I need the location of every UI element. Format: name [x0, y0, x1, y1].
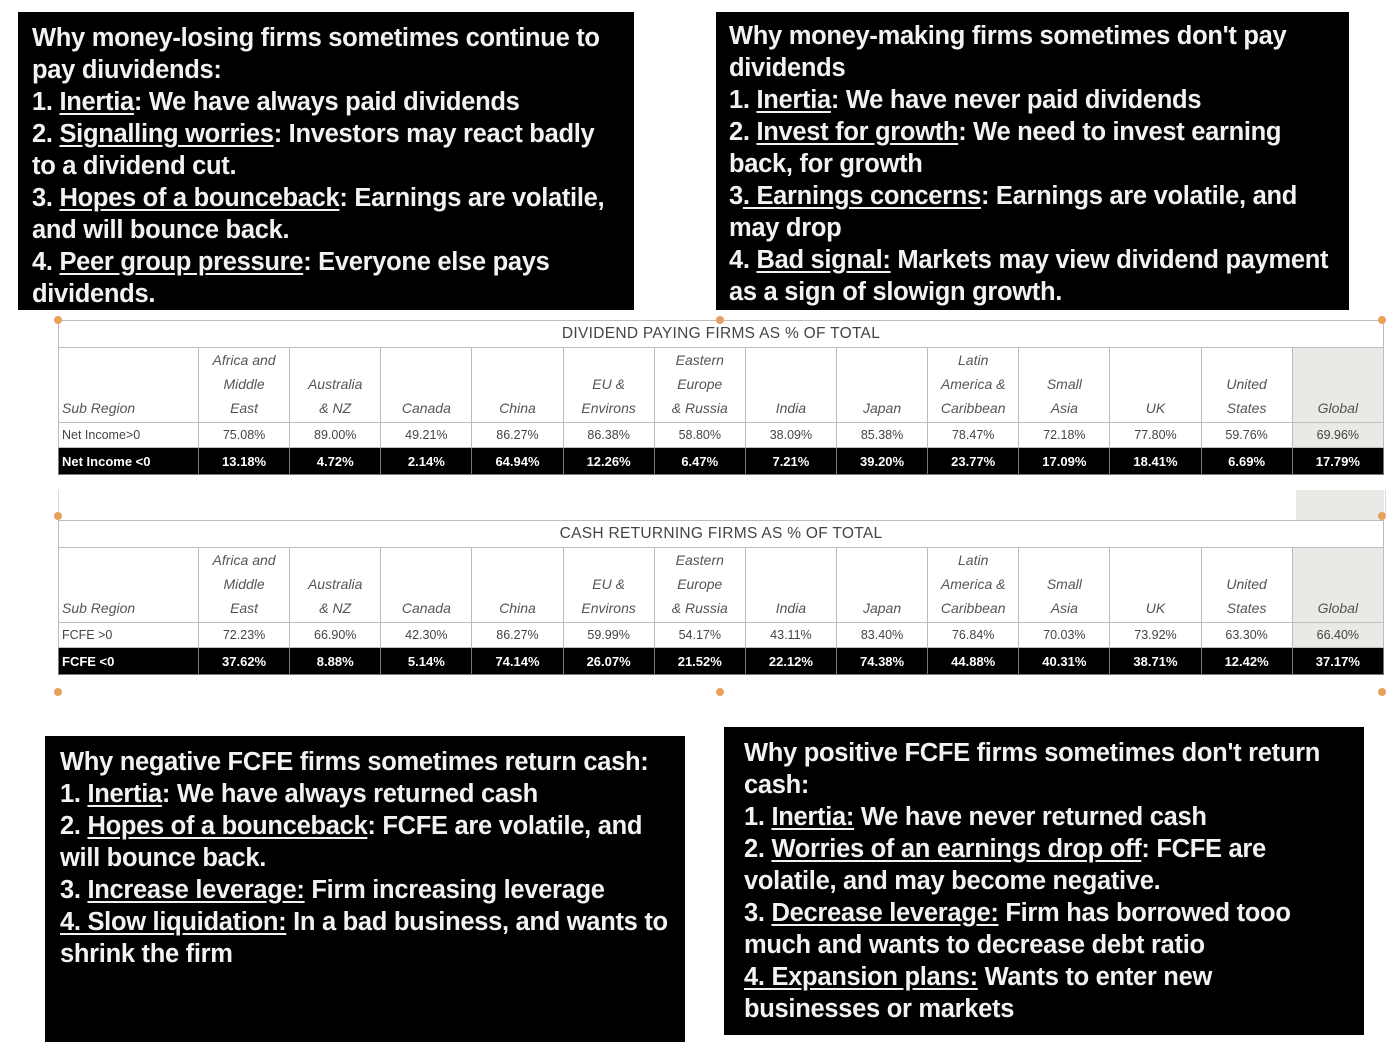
item-term: Bad signal: [756, 246, 891, 274]
table-cell: 23.77% [928, 448, 1019, 475]
column-header [199, 348, 290, 423]
selection-handle [716, 688, 724, 696]
table-caption-row [59, 321, 1384, 348]
column-header [381, 548, 472, 623]
table-cell: 42.30% [381, 623, 472, 648]
row-label: FCFE >0 [59, 623, 199, 648]
selection-handle [54, 512, 62, 520]
cash-returning-table [58, 520, 1384, 675]
item-term: Inertia [87, 780, 162, 808]
item-number: 2. [744, 835, 772, 863]
column-header-line: UK [1145, 600, 1166, 616]
selection-handle [1378, 688, 1386, 696]
column-header-line: Japan [862, 400, 902, 416]
column-header [654, 548, 745, 623]
column-header [563, 348, 654, 423]
table-cell: 8.88% [290, 648, 381, 675]
column-header-line: Canada [401, 600, 451, 616]
table-cell: 85.38% [836, 423, 927, 448]
column-header [1019, 348, 1110, 423]
list-item [60, 778, 673, 810]
table-cell: 5.14% [381, 648, 472, 675]
list-item [729, 244, 1337, 308]
column-header-line: UK [1145, 400, 1166, 416]
column-header-line: America & [940, 376, 1006, 392]
table-cell: 78.47% [928, 423, 1019, 448]
table-caption: CASH RETURNING FIRMS AS % OF TOTAL [59, 521, 1384, 548]
column-header-line: Global [1317, 400, 1359, 416]
item-term: Invest for growth [756, 118, 959, 146]
header-sub-region: Sub Region [59, 348, 199, 423]
item-term: 4. Slow liquidation: [60, 908, 287, 936]
item-term: Worries of an earnings drop off [771, 835, 1142, 863]
table-cell: 76.84% [928, 623, 1019, 648]
item-text: Firm increasing leverage [304, 876, 605, 904]
column-header [836, 348, 927, 423]
table-cell: 73.92% [1110, 623, 1201, 648]
column-header [928, 548, 1019, 623]
table-cell: 86.38% [563, 423, 654, 448]
column-header-line: Canada [401, 400, 451, 416]
table-cell: 64.94% [472, 448, 563, 475]
item-term: Decrease leverage: [771, 899, 999, 927]
item-number: 3. [744, 899, 772, 927]
column-header [1110, 548, 1201, 623]
column-header [563, 548, 654, 623]
column-header [472, 348, 563, 423]
item-text: : Earnings are volatile, and will bounce back. [32, 184, 605, 244]
table-cell: 2.14% [381, 448, 472, 475]
column-header-line: Asia [1050, 400, 1078, 416]
column-header-line: Europe [677, 376, 723, 392]
item-term: Inertia: [771, 803, 855, 831]
item-number: 4. [32, 248, 60, 276]
data-table [58, 520, 1384, 675]
item-number: 3 [729, 182, 743, 210]
table-caption-row [59, 521, 1384, 548]
table-cell: 63.30% [1201, 623, 1292, 648]
table-cell: 89.00% [290, 423, 381, 448]
data-table [58, 320, 1384, 475]
column-header-line: India [775, 600, 807, 616]
column-header-line: Latin [958, 352, 989, 368]
table-cell: 75.08% [199, 423, 290, 448]
column-header [290, 348, 381, 423]
table-cell: 69.96% [1292, 423, 1383, 448]
column-header-line: East [230, 600, 259, 616]
table-cell: 22.12% [745, 648, 836, 675]
column-header-line: Eastern [675, 352, 724, 368]
item-number: 3. [32, 184, 60, 212]
item-number: 3. [60, 876, 88, 904]
column-header-line: Latin [958, 552, 989, 568]
table-cell: 21.52% [654, 648, 745, 675]
list-item [744, 801, 1352, 833]
column-header [1292, 548, 1383, 623]
column-header-line: Middle [223, 576, 265, 592]
table-row [59, 623, 1384, 648]
table-cell: 37.62% [199, 648, 290, 675]
table-header-row [59, 548, 1384, 623]
column-header [745, 548, 836, 623]
box-title: Why money-losing firms sometimes continue to pay diuvidends: [32, 24, 600, 84]
column-header-line: East [230, 400, 259, 416]
item-number: 1. [60, 780, 88, 808]
item-text: : FCFE are volatile, and may become negative. [744, 835, 1266, 895]
table-cell: 74.38% [836, 648, 927, 675]
table-cell: 59.99% [563, 623, 654, 648]
item-term: . Earnings concerns [742, 182, 981, 210]
dividend-paying-table [58, 320, 1384, 475]
table-cell: 6.47% [654, 448, 745, 475]
table-cell: 17.79% [1292, 448, 1383, 475]
table-caption: DIVIDEND PAYING FIRMS AS % OF TOTAL [59, 321, 1384, 348]
item-text: : We have never paid dividends [830, 86, 1202, 114]
item-text: : FCFE are volatile, and will bounce back. [60, 812, 643, 872]
item-text: In a bad business, and wants to shrink the firm [60, 908, 668, 968]
item-number: 4. [729, 246, 757, 274]
column-header-line: & NZ [319, 400, 352, 416]
list-item [60, 874, 673, 906]
column-header-line: Japan [862, 600, 902, 616]
item-term: Inertia [59, 88, 134, 116]
column-header [1110, 348, 1201, 423]
column-header-line: & NZ [319, 600, 352, 616]
column-header-line: Europe [677, 576, 723, 592]
table-cell: 77.80% [1110, 423, 1201, 448]
item-text: We have never returned cash [854, 803, 1207, 831]
column-header [745, 348, 836, 423]
column-header [199, 548, 290, 623]
table-cell: 12.26% [563, 448, 654, 475]
row-label: Net Income <0 [59, 448, 199, 475]
list-item [744, 961, 1352, 1025]
column-header [1019, 548, 1110, 623]
header-sub-region: Sub Region [59, 548, 199, 623]
list-item [60, 810, 673, 874]
table-row [59, 448, 1384, 475]
table-cell: 26.07% [563, 648, 654, 675]
table-cell: 43.11% [745, 623, 836, 648]
column-header-line: Eastern [675, 552, 724, 568]
selection-handle [54, 688, 62, 696]
item-text: Firm has borrowed tooo much and wants to decrease debt ratio [744, 899, 1291, 959]
table-cell: 6.69% [1201, 448, 1292, 475]
column-header-line: Australia [307, 376, 363, 392]
item-term: Hopes of a bounceback [87, 812, 368, 840]
table-cell: 74.14% [472, 648, 563, 675]
table-row [59, 423, 1384, 448]
item-number: 2. [729, 118, 757, 146]
list-item [32, 118, 622, 182]
column-header [290, 548, 381, 623]
item-term: 4. Expansion plans: [744, 963, 978, 991]
list-item [744, 833, 1352, 897]
item-number: 2. [60, 812, 88, 840]
list-item [729, 116, 1337, 180]
column-header-line: Middle [223, 376, 265, 392]
item-text: : We have always paid dividends [133, 88, 520, 116]
column-header-line: America & [940, 576, 1006, 592]
box-title: Why negative FCFE firms sometimes return cash: [60, 748, 649, 776]
list-item [729, 84, 1337, 116]
table-header-row [59, 348, 1384, 423]
item-number: 1. [744, 803, 772, 831]
selection-handle [716, 316, 724, 324]
item-number: 1. [32, 88, 60, 116]
column-header-line: Africa and [212, 552, 276, 568]
list-item [32, 246, 622, 310]
column-header-line: States [1226, 600, 1267, 616]
list-item [60, 906, 673, 970]
table-cell: 38.09% [745, 423, 836, 448]
column-header [1201, 548, 1292, 623]
column-header-line: States [1226, 400, 1267, 416]
column-header-line: Australia [307, 576, 363, 592]
selection-handle [1378, 316, 1386, 324]
table-row [59, 648, 1384, 675]
column-header-line: Africa and [212, 352, 276, 368]
column-header [928, 348, 1019, 423]
box-money-making-no-dividends [716, 12, 1349, 310]
column-header [654, 348, 745, 423]
column-header-line: Caribbean [940, 400, 1006, 416]
column-header-line: China [499, 400, 536, 416]
table-cell: 13.18% [199, 448, 290, 475]
table-cell: 86.27% [472, 623, 563, 648]
column-header [1292, 348, 1383, 423]
selection-handle [1378, 512, 1386, 520]
table-cell: 37.17% [1292, 648, 1383, 675]
box-title: Why money-making firms sometimes don't pay dividends [729, 22, 1287, 82]
table-cell: 58.80% [654, 423, 745, 448]
box-money-losing-pay-dividends [18, 12, 634, 310]
column-header-line: Caribbean [940, 600, 1006, 616]
row-label: Net Income>0 [59, 423, 199, 448]
column-header [472, 548, 563, 623]
table-cell: 17.09% [1019, 448, 1110, 475]
column-header-line: EU & [592, 376, 625, 392]
item-text: : We need to invest earning back, for growth [729, 118, 1282, 178]
table-cell: 66.40% [1292, 623, 1383, 648]
table-gap [58, 490, 1386, 514]
list-item [744, 897, 1352, 961]
box-positive-fcfe-no-return [724, 727, 1364, 1035]
item-term: Hopes of a bounceback [59, 184, 340, 212]
table-cell: 83.40% [836, 623, 927, 648]
column-header-line: Environs [581, 600, 636, 616]
table-cell: 54.17% [654, 623, 745, 648]
column-header-line: United [1226, 576, 1267, 592]
item-text: Markets may view dividend payment as a sign of slowign growth. [729, 246, 1329, 306]
item-term: Inertia [756, 86, 831, 114]
list-item [32, 182, 622, 246]
table-cell: 72.18% [1019, 423, 1110, 448]
column-header-line: Small [1046, 376, 1082, 392]
table-cell: 86.27% [472, 423, 563, 448]
item-text: Wants to enter new businesses or markets [744, 963, 1212, 1023]
table-cell: 38.71% [1110, 648, 1201, 675]
column-header-line: & Russia [671, 400, 728, 416]
column-header-line: Small [1046, 576, 1082, 592]
table-cell: 40.31% [1019, 648, 1110, 675]
item-number: 1. [729, 86, 757, 114]
item-term: Signalling worries [59, 120, 274, 148]
table-cell: 44.88% [928, 648, 1019, 675]
box-negative-fcfe-return-cash [45, 736, 685, 1042]
item-term: Peer group pressure [59, 248, 304, 276]
table-cell: 7.21% [745, 448, 836, 475]
list-item [729, 180, 1337, 244]
table-cell: 39.20% [836, 448, 927, 475]
column-header [1201, 348, 1292, 423]
item-text: : Everyone else pays dividends. [32, 248, 550, 308]
row-label: FCFE <0 [59, 648, 199, 675]
table-cell: 12.42% [1201, 648, 1292, 675]
box-title: Why positive FCFE firms sometimes don't return cash: [744, 739, 1321, 799]
column-header-line: Environs [581, 400, 636, 416]
item-text: : Earnings are volatile, and may drop [729, 182, 1298, 242]
column-header [836, 548, 927, 623]
item-text: : Investors may react badly to a dividend cut. [32, 120, 595, 180]
table-cell: 70.03% [1019, 623, 1110, 648]
table-cell: 4.72% [290, 448, 381, 475]
item-number: 2. [32, 120, 60, 148]
item-term: Increase leverage: [87, 876, 305, 904]
selection-handle [54, 316, 62, 324]
table-cell: 18.41% [1110, 448, 1201, 475]
column-header-line: & Russia [671, 600, 728, 616]
list-item [32, 86, 622, 118]
table-cell: 66.90% [290, 623, 381, 648]
column-header-line: EU & [592, 576, 625, 592]
table-cell: 49.21% [381, 423, 472, 448]
column-header-line: China [499, 600, 536, 616]
item-text: : We have always returned cash [161, 780, 538, 808]
column-header-line: Global [1317, 600, 1359, 616]
column-header-line: Asia [1050, 600, 1078, 616]
table-cell: 59.76% [1201, 423, 1292, 448]
column-header-line: United [1226, 376, 1267, 392]
table-cell: 72.23% [199, 623, 290, 648]
column-header [381, 348, 472, 423]
column-header-line: India [775, 400, 807, 416]
